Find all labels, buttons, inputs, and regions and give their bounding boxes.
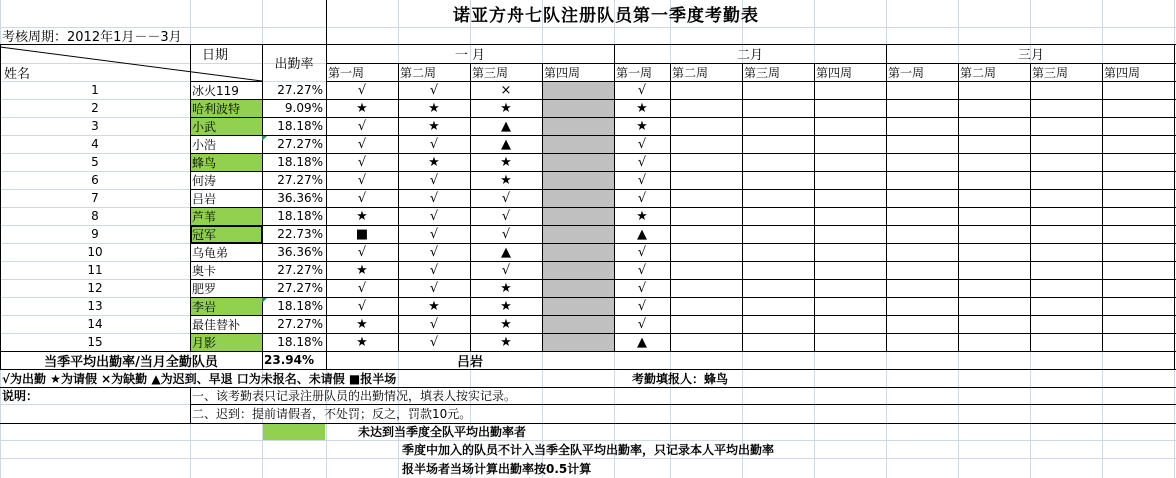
attendance-mark[interactable] <box>542 153 614 171</box>
attendance-mark[interactable]: √ <box>357 280 367 296</box>
grid-line <box>886 44 887 351</box>
attendance-mark[interactable]: √ <box>637 136 647 152</box>
row-number: 6 <box>91 173 99 187</box>
attendance-mark[interactable]: ★ <box>428 154 440 170</box>
month-header-1: 一 月 <box>454 48 486 63</box>
attendance-mark[interactable]: √ <box>429 280 439 296</box>
member-name[interactable]: 吕岩 <box>192 191 217 206</box>
attendance-mark[interactable]: ★ <box>428 298 440 314</box>
attendance-mark[interactable]: √ <box>429 226 439 242</box>
attendance-mark[interactable] <box>542 171 614 189</box>
member-name[interactable]: 小浩 <box>192 137 217 152</box>
note-line-3: 季度中加入的队员不计入当季全队平均出勤率，只记录本人平均出勤率 <box>402 442 775 457</box>
attendance-mark[interactable]: √ <box>429 82 439 98</box>
week-header: 第一周 <box>888 65 925 80</box>
member-name[interactable]: 月影 <box>192 335 217 350</box>
member-name[interactable]: 冰火119 <box>192 83 239 98</box>
attendance-mark[interactable]: ★ <box>500 154 512 170</box>
week-header: 第四周 <box>1104 65 1141 80</box>
attendance-rate: 9.09% <box>284 101 323 115</box>
attendance-mark[interactable]: ★ <box>500 298 512 314</box>
date-header: 日期 <box>201 47 228 62</box>
row-number: 4 <box>91 137 99 151</box>
attendance-mark[interactable]: ★ <box>356 100 368 116</box>
period-label: 考核周期：2012年1月－－3月 <box>2 30 182 44</box>
comment-indicator <box>262 136 267 141</box>
attendance-mark[interactable] <box>542 243 614 261</box>
full-attendance-member: 吕岩 <box>456 354 483 369</box>
legend-text: √为出勤 ★为请假 ×为缺勤 ▲为迟到、早退 口为未报名、未请假 ■报半场 <box>2 371 397 386</box>
attendance-mark[interactable]: √ <box>429 316 439 332</box>
attendance-rate: 36.36% <box>277 245 323 259</box>
week-header: 第二周 <box>672 65 709 80</box>
attendance-mark[interactable]: ▲ <box>501 244 511 260</box>
attendance-mark[interactable]: √ <box>637 154 647 170</box>
attendance-mark[interactable] <box>542 279 614 297</box>
attendance-mark[interactable]: √ <box>429 172 439 188</box>
attendance-mark[interactable] <box>542 261 614 279</box>
member-name[interactable]: 芦苇 <box>192 209 217 224</box>
attendance-mark[interactable] <box>542 207 614 225</box>
attendance-rate: 18.18% <box>277 299 323 313</box>
row-number: 1 <box>91 83 99 97</box>
attendance-rate: 18.18% <box>277 155 323 169</box>
week-header: 第三周 <box>472 65 509 80</box>
member-name[interactable]: 肥罗 <box>192 281 217 296</box>
attendance-mark[interactable]: × <box>500 82 512 98</box>
attendance-mark[interactable]: √ <box>357 244 367 260</box>
attendance-mark[interactable] <box>542 99 614 117</box>
member-name[interactable]: 最佳替补 <box>192 317 241 332</box>
attendance-mark[interactable]: ▲ <box>501 118 511 134</box>
attendance-mark[interactable]: ★ <box>500 100 512 116</box>
row-number: 11 <box>87 263 103 277</box>
attendance-mark[interactable]: √ <box>357 154 367 170</box>
attendance-mark[interactable]: √ <box>637 280 647 296</box>
attendance-rate: 27.27% <box>277 317 323 331</box>
attendance-mark[interactable]: √ <box>429 244 439 260</box>
summary-average: 23.94% <box>264 353 314 367</box>
attendance-mark[interactable]: √ <box>357 82 367 98</box>
reporter-label: 考勤填报人：蜂鸟 <box>632 371 729 386</box>
attendance-rate: 27.27% <box>277 281 323 295</box>
attendance-rate: 27.27% <box>277 137 323 151</box>
attendance-mark[interactable]: √ <box>637 298 647 314</box>
row-number: 14 <box>87 317 103 331</box>
attendance-mark[interactable]: ★ <box>356 316 368 332</box>
attendance-mark[interactable]: √ <box>429 208 439 224</box>
row-number: 3 <box>91 119 99 133</box>
attendance-rate: 27.27% <box>277 83 323 97</box>
attendance-mark[interactable]: ▲ <box>637 334 647 350</box>
summary-label: 当季平均出勤率/当月全勤队员 <box>44 354 218 369</box>
attendance-rate: 27.27% <box>277 173 323 187</box>
week-header: 第二周 <box>400 65 437 80</box>
member-name[interactable]: 奥卡 <box>192 263 217 278</box>
page-title: 诺亚方舟七队注册队员第一季度考勤表 <box>453 6 759 26</box>
month-header-3: 三月 <box>1017 48 1044 63</box>
attendance-mark[interactable]: √ <box>637 82 647 98</box>
attendance-mark[interactable] <box>542 135 614 153</box>
attendance-mark[interactable] <box>542 117 614 135</box>
attendance-mark[interactable]: √ <box>429 190 439 206</box>
attendance-rate: 22.73% <box>277 227 323 241</box>
attendance-mark[interactable] <box>542 333 614 351</box>
attendance-mark[interactable]: √ <box>501 226 511 242</box>
attendance-mark[interactable]: ★ <box>636 118 648 134</box>
member-name[interactable]: 李岩 <box>192 299 217 314</box>
attendance-mark[interactable]: √ <box>357 172 367 188</box>
row-number: 5 <box>91 155 99 169</box>
rate-header: 出勤率 <box>274 56 314 72</box>
attendance-mark[interactable]: ★ <box>356 208 368 224</box>
attendance-mark[interactable]: ★ <box>500 280 512 296</box>
name-header: 姓名 <box>4 66 31 81</box>
attendance-mark[interactable]: √ <box>637 316 647 332</box>
member-name[interactable]: 乌龟弟 <box>192 245 229 260</box>
attendance-mark[interactable]: ■ <box>355 226 369 242</box>
attendance-mark[interactable] <box>542 189 614 207</box>
row-number: 13 <box>87 299 103 313</box>
attendance-mark[interactable]: √ <box>429 136 439 152</box>
attendance-mark[interactable]: ★ <box>500 172 512 188</box>
week-header: 第三周 <box>1032 65 1069 80</box>
attendance-mark[interactable]: ★ <box>356 334 368 350</box>
selected-cell-outline <box>190 225 263 244</box>
week-header: 第一周 <box>328 65 365 80</box>
attendance-mark[interactable]: ★ <box>500 334 512 350</box>
row-number: 12 <box>87 281 103 295</box>
attendance-rate: 36.36% <box>277 191 323 205</box>
attendance-mark[interactable]: ★ <box>428 100 440 116</box>
comment-indicator <box>262 298 267 303</box>
attendance-mark[interactable] <box>542 297 614 315</box>
attendance-mark[interactable]: ★ <box>636 100 648 116</box>
attendance-mark[interactable]: ★ <box>356 262 368 278</box>
attendance-mark[interactable]: ★ <box>500 316 512 332</box>
month-header-2: 二月 <box>736 48 763 63</box>
member-name[interactable]: 哈利波特 <box>192 101 241 116</box>
week-header: 第三周 <box>744 65 781 80</box>
row-number: 8 <box>91 209 99 223</box>
attendance-mark[interactable]: ▲ <box>637 226 647 242</box>
attendance-mark[interactable]: ▲ <box>501 136 511 152</box>
attendance-rate: 18.18% <box>277 335 323 349</box>
notes-label: 说明： <box>2 389 39 403</box>
attendance-mark[interactable]: √ <box>637 172 647 188</box>
legend-green-swatch <box>263 424 325 440</box>
attendance-mark[interactable]: √ <box>501 190 511 206</box>
attendance-rate: 18.18% <box>277 119 323 133</box>
attendance-rate: 18.18% <box>277 209 323 223</box>
attendance-mark[interactable] <box>542 81 614 99</box>
note-line-4: 报半场者当场计算出勤率按0.5计算 <box>402 461 592 476</box>
week-header: 第一周 <box>616 65 653 80</box>
week-header: 第二周 <box>960 65 997 80</box>
row-number: 9 <box>91 227 99 241</box>
attendance-mark[interactable] <box>542 315 614 333</box>
attendance-mark[interactable]: √ <box>357 190 367 206</box>
attendance-mark[interactable]: √ <box>501 262 511 278</box>
note-line-1: 一、该考勤表只记录注册队员的出勤情况，填表人按实记录。 <box>192 389 517 403</box>
attendance-mark[interactable]: ★ <box>636 208 648 224</box>
attendance-mark[interactable] <box>542 225 614 243</box>
attendance-mark[interactable]: √ <box>501 208 511 224</box>
member-name[interactable]: 何涛 <box>192 173 217 188</box>
attendance-mark[interactable]: ★ <box>428 118 440 134</box>
member-name[interactable]: 冠军 <box>192 227 217 242</box>
attendance-mark[interactable]: √ <box>637 244 647 260</box>
row-number: 7 <box>91 191 99 205</box>
green-legend-note: 未达到当季度全队平均出勤率者 <box>358 425 527 439</box>
row-number: 2 <box>91 101 99 115</box>
week-header: 第四周 <box>816 65 853 80</box>
attendance-mark[interactable]: √ <box>637 190 647 206</box>
attendance-mark[interactable]: √ <box>429 334 439 350</box>
attendance-mark[interactable]: √ <box>357 298 367 314</box>
row-number: 15 <box>87 335 103 349</box>
attendance-mark[interactable]: √ <box>357 136 367 152</box>
member-name[interactable]: 小武 <box>192 119 217 134</box>
attendance-mark[interactable]: √ <box>637 262 647 278</box>
attendance-mark[interactable]: √ <box>429 262 439 278</box>
attendance-mark[interactable]: √ <box>357 118 367 134</box>
member-name[interactable]: 蜂鸟 <box>192 155 217 170</box>
row-number: 10 <box>87 245 103 259</box>
week-header: 第四周 <box>544 65 581 80</box>
note-line-2: 二、迟到：提前请假者，不处罚；反之，罚款10元。 <box>192 407 472 421</box>
attendance-rate: 27.27% <box>277 263 323 277</box>
